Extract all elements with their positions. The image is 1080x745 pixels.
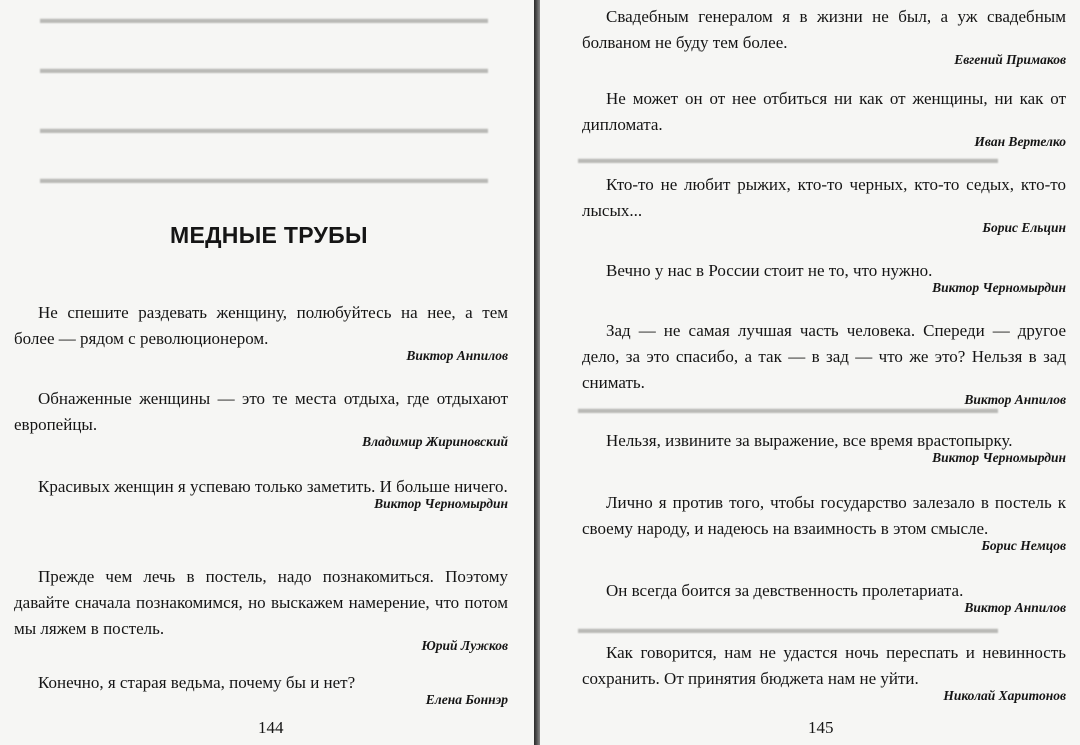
quote-item	[582, 4, 1066, 68]
quote-item	[582, 318, 1066, 408]
quote-author: Виктор Черномырдин	[374, 496, 508, 511]
quote-item	[582, 640, 1066, 704]
quote-item	[582, 86, 1066, 150]
quote-text: Не может он от нее отбиться ни как от женщины, ни как от дипломата.	[582, 89, 1066, 134]
quote-text: Прежде чем лечь в постель, надо познакомиться. Поэтому давайте сначала познакомимся, но выскажем намерение, что потом мы ляжем в постель.	[14, 567, 508, 638]
quote-author: Виктор Анпилов	[964, 600, 1066, 615]
quote-author: Евгений Примаков	[954, 52, 1066, 67]
book-gutter	[534, 0, 540, 745]
quote-author: Иван Вертелко	[974, 134, 1066, 149]
quote-item	[582, 490, 1066, 554]
quote-item	[14, 386, 508, 450]
quote-item	[582, 258, 1066, 296]
page-number-right: 145	[808, 718, 834, 737]
quote-item	[14, 474, 508, 512]
section-heading: МЕДНЫЕ ТРУБЫ	[170, 222, 368, 248]
quote-author: Борис Немцов	[981, 538, 1066, 553]
quote-author: Виктор Черномырдин	[932, 450, 1066, 465]
quote-author: Виктор Анпилов	[964, 392, 1066, 407]
quote-item	[582, 578, 1066, 616]
quote-item	[14, 670, 508, 708]
page-number-left: 144	[258, 718, 284, 737]
quote-text: Лично я против того, чтобы государство залезало в постель к своему народу, и надеюсь на взаимность в этом смысле.	[582, 493, 1066, 538]
quote-author: Юрий Лужков	[421, 638, 508, 653]
quote-author: Николай Харитонов	[943, 688, 1066, 703]
quote-item	[582, 172, 1066, 236]
quote-text: Как говорится, нам не удастся ночь переспать и невинность сохранить. От принятия бюджета нам не уйти.	[582, 643, 1066, 688]
quote-text: Вечно у нас в России стоит не то, что нужно.	[606, 261, 933, 280]
quote-author: Елена Боннэр	[425, 692, 508, 707]
quote-text: Нельзя, извините за выражение, все время врастопырку.	[606, 431, 1013, 450]
quote-text: Не спешите раздевать женщину, полюбуйтесь на нее, а тем более — рядом с революционером.	[14, 303, 508, 348]
quote-text: Обнаженные женщины — это те места отдыха, где отдыхают европейцы.	[14, 389, 508, 434]
right-page: ▬▬▬▬▬▬▬▬▬▬▬▬▬▬▬▬▬▬▬▬▬▬▬▬▬▬▬▬▬▬ ▬▬▬▬▬▬▬▬▬▬▬▬▬▬▬▬▬▬▬▬▬▬▬▬▬▬▬▬▬▬ ▬▬▬▬▬▬▬▬▬▬▬▬▬▬▬▬▬▬▬▬▬▬▬▬▬▬▬▬▬▬	[538, 0, 1080, 745]
quote-item	[14, 564, 508, 654]
quote-text: Свадебным генералом я в жизни не был, а уж свадебным болваном не буду тем более.	[582, 7, 1066, 52]
quote-text: Зад — не самая лучшая часть человека. Спереди — другое дело, за это спасибо, а так — в зад — что же это? Нельзя в зад снимать.	[582, 321, 1066, 392]
quote-author: Владимир Жириновский	[362, 434, 508, 449]
quote-author: Борис Ельцин	[982, 220, 1066, 235]
quote-text: Кто-то не любит рыжих, кто-то черных, кто-то седых, кто-то лысых...	[582, 175, 1066, 220]
quote-text: Он всегда боится за девственность пролетариата.	[606, 581, 964, 600]
quote-item	[582, 428, 1066, 466]
quote-text: Красивых женщин я успеваю только заметить. И больше ничего.	[38, 477, 508, 496]
quote-item	[14, 300, 508, 364]
quote-author: Виктор Черномырдин	[932, 280, 1066, 295]
quote-text: Конечно, я старая ведьма, почему бы и нет?	[38, 673, 356, 692]
left-page: ▬▬▬▬▬▬▬▬▬▬▬▬▬▬▬▬▬▬▬▬▬▬▬▬▬▬▬▬▬▬▬▬ ▬▬▬▬▬▬▬▬▬▬▬▬▬▬▬▬▬▬▬▬▬▬▬▬▬▬▬▬▬▬▬▬ ▬▬▬▬▬▬▬▬▬▬▬▬▬▬▬▬▬▬▬▬▬▬▬▬▬▬▬▬▬▬▬▬ ▬▬▬▬▬▬▬▬▬▬▬▬▬▬▬▬▬▬▬▬▬▬▬▬▬▬▬▬▬▬▬▬ МЕДНЫЕ ТРУБЫ Не спешите раздевать женщину, полюбуйтесь на нее, а тем более — рядом с революционером. Виктор Анпилов Обнаженные женщины — это те места отдыха, где отдыхают европейцы. Владимир Жириновский Красивых женщин я успеваю только заметить. И больше ничего. Виктор Черномырдин Прежде чем лечь в постель, надо познакомиться. Поэтому давайте сначала познакомимся, но выскажем намерение, что потом мы ляжем в постель. Юрий Лужков Конечно, я старая ведьма, почему бы и нет? Елена Боннэр 144	[0, 0, 538, 745]
quote-author: Виктор Анпилов	[406, 348, 508, 363]
